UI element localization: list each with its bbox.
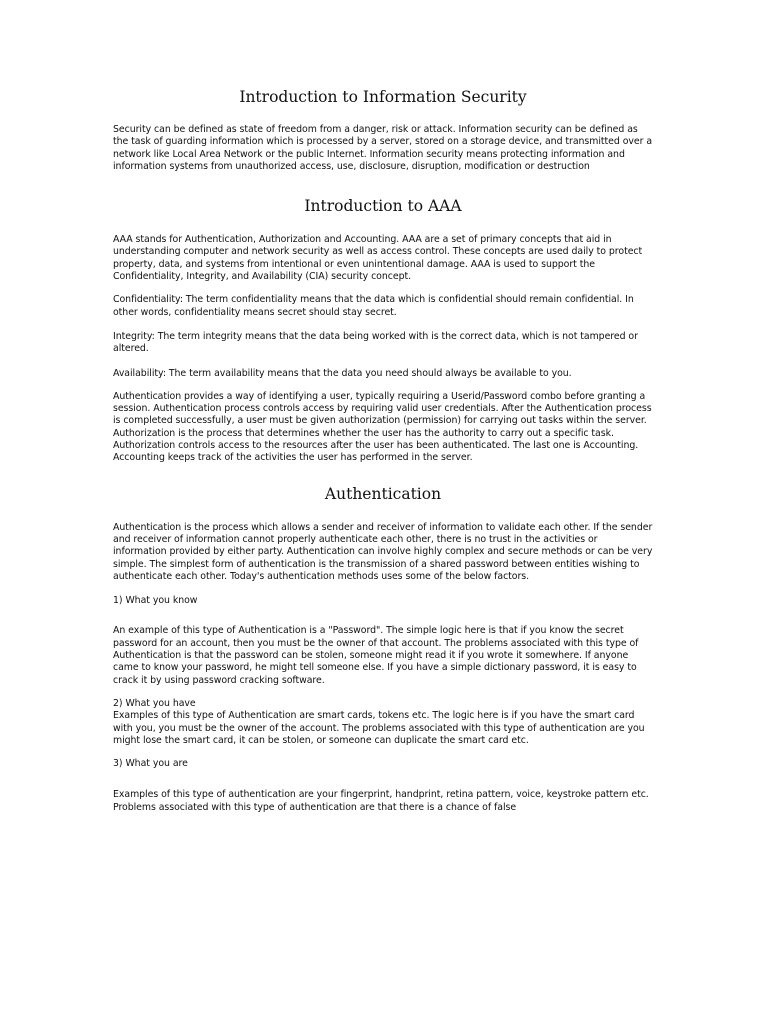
page-title: Introduction to Information Security — [239, 88, 527, 106]
what-you-are-heading: 3) What you are — [113, 758, 188, 770]
section-heading-authentication: Authentication — [324, 484, 442, 503]
what-you-know-paragraph: An example of this type of Authentication is a "Password". The simple logic here is that if you know the secret password for an account, then you must be the owner of that account. The problems associated with this type of Authentication is that the password can be stolen, someone might read it if you wrote it somewhere. If anyone came to know your password, he might tell someone else. If you have a simple dictionary password, it is easy to crack it by using password cracking software. — [113, 625, 639, 686]
intro-paragraph: Security can be defined as state of freedom from a danger, risk or attack. Information security can be defined as the task of guarding information which is processed by a server, stored on a storage device, and transmitted over a network like Local Area Network or the public Internet. Information security means protecting information and information systems from unauthorized access, use, disclosure, disruption, modification or destruction — [113, 124, 653, 172]
availability-paragraph: Availability: The term availability means that the data you need should always be available to you. — [113, 367, 572, 379]
what-you-know-heading: 1) What you know — [113, 595, 198, 607]
what-you-have-heading: 2) What you have — [113, 697, 196, 709]
confidentiality-paragraph: Confidentiality: The term confidentiality means that the data which is confidential should remain confidential. In other words, confidentiality means secret should stay secret. — [113, 294, 634, 318]
what-you-are-paragraph: Examples of this type of authentication are your fingerprint, handprint, retina pattern, voice, keystroke pattern etc. Problems associated with this type of authentication are that there is a chance of false — [113, 789, 649, 813]
what-you-have-paragraph: Examples of this type of Authentication are smart cards, tokens etc. The logic here is if you have the smart card with you, you must be the owner of the account. The problems associated with this type of authentication are you might lose the smart card, it can be stolen, or someone can duplicate the smart card etc. — [113, 710, 645, 746]
section-heading-aaa: Introduction to AAA — [304, 197, 462, 216]
aaa-paragraph: AAA stands for Authentication, Authorization and Accounting. AAA are a set of primary concepts that aid in understanding computer and network security as well as access control. These concepts are used daily to protect property, data, and systems from intentional or even unintentional damage. AAA is used to support the Confidentiality, Integrity, and Availability (CIA) security concept. — [113, 234, 643, 283]
authentication-paragraph: Authentication is the process which allows a sender and receiver of information to validate each other. If the sender and receiver of information cannot properly authenticate each other, there is no trust in the activities or information provided by either party. Authentication can involve highly complex and secure methods or can be very simple. The simplest form of authentication is the transmission of a shared password between entities wishing to authenticate each other. Today's authentication methods uses some of the below factors. — [113, 521, 653, 582]
authentication-overview-paragraph: Authentication provides a way of identifying a user, typically requiring a Userid/Password combo before granting a session. Authentication process controls access by requiring valid user credentials. After the Authentication process is completed successfully, a user must be given authorization (permission) for carrying out tasks within the server. Authorization is the process that determines whether the user has the authority to carry out a specific task. Authorization controls access to the resources after the user has been authenticated. The last one is Accounting. Accounting keeps track of the activities the user has performed in the server. — [113, 390, 652, 464]
document-body — [113, 88, 653, 828]
integrity-paragraph: Integrity: The term integrity means that the data being worked with is the correct data, which is not tampered or altered. — [113, 330, 638, 355]
